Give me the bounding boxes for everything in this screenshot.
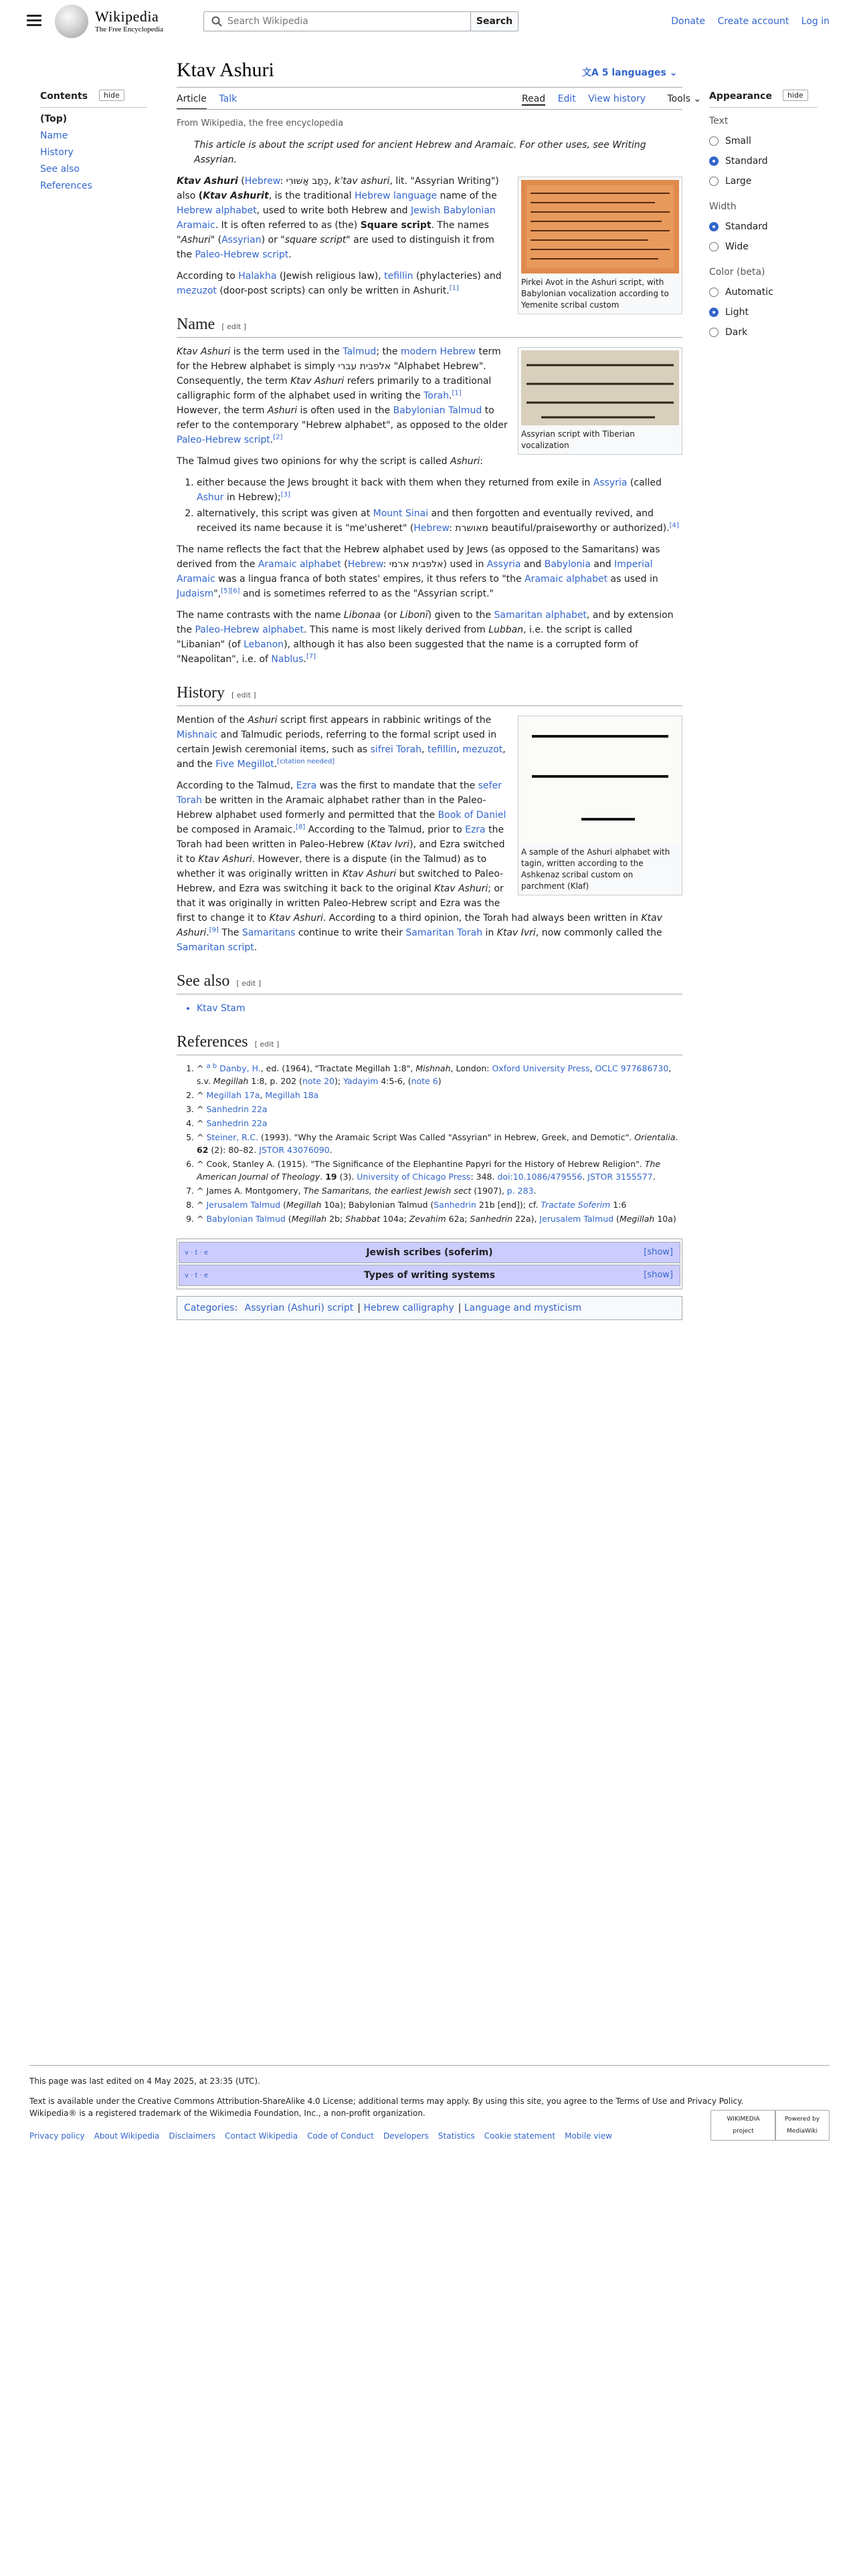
toc-hide-button[interactable]: hide [99, 90, 124, 101]
footer-link[interactable]: Mobile view [565, 2131, 612, 2141]
tagin-alphabet-image[interactable] [521, 719, 679, 843]
language-button[interactable]: 文A 5 languages ⌄ [582, 68, 678, 78]
figure-pirkei-avot [518, 177, 682, 314]
appearance-title: Appearance [709, 91, 772, 102]
section-name-heading: Name [ edit ] [177, 305, 682, 338]
edit-link[interactable]: [ edit ] [254, 1040, 280, 1049]
search-input[interactable] [227, 16, 462, 27]
width-wide-option[interactable]: Wide [709, 241, 818, 252]
navbox-soferim [179, 1242, 680, 1263]
footer-link[interactable]: Code of Conduct [307, 2131, 374, 2141]
user-links [662, 16, 830, 27]
tab-article[interactable]: Article [177, 94, 207, 110]
translate-icon: 文A [582, 68, 602, 78]
footer-link[interactable]: Disclaimers [169, 2131, 216, 2141]
navbox-vte-links[interactable]: v · t · e [185, 1249, 209, 1257]
title-divider [177, 87, 682, 88]
reference-item: 8. ^ Jerusalem Talmud (Megillah 10a); Babylonian Talmud (Sanhedrin 21b [end]); cf. Tractate Soferim 1:6 [197, 1198, 682, 1211]
tab-view-history[interactable]: View history [588, 94, 646, 104]
categories-box: Categories: Assyrian (Ashuri) script | Hebrew calligraphy | Language and mysticism [177, 1296, 682, 1320]
wikimedia-badge[interactable]: WIKIMEDIA project [710, 2110, 776, 2141]
hatnote: This article is about the script used for ancient Hebrew and Aramaic. For other uses, see Writing Assyrian. [194, 140, 646, 165]
width-standard-option[interactable]: Standard [709, 221, 818, 232]
color-label: Color (beta) [709, 267, 765, 278]
view-tabs [512, 94, 701, 104]
navbox-writing-systems [179, 1265, 680, 1286]
reference-item: 4. ^ Sanhedrin 22a [197, 1117, 682, 1130]
create-account-link[interactable]: Create account [717, 16, 789, 27]
text-small-option[interactable]: Small [709, 136, 818, 146]
lead-paragraph-2: According to Halakha (Jewish religious law), tefillin (phylacteries) and mezuzot (door-post scripts) can only be written in Ashurit.[1] [177, 271, 502, 296]
tab-tools[interactable]: Tools ⌄ [667, 94, 702, 104]
reference-item: 9. ^ Babylonian Talmud (Megillah 2b; Shabbat 104a; Zevahim 62a; Sanhedrin 22a), Jerusalem Talmud (Megillah 10a) [197, 1212, 682, 1225]
text-large-option[interactable]: Large [709, 176, 818, 187]
footer-link[interactable]: Privacy policy [29, 2131, 85, 2141]
navbox-container [177, 1239, 682, 1289]
color-light-option[interactable]: Light [709, 307, 818, 318]
section-history-heading: History [ edit ] [177, 673, 682, 706]
donate-link[interactable]: Donate [671, 16, 706, 27]
reference-item: 2. ^ Megillah 17a, Megillah 18a [197, 1089, 682, 1101]
category-link[interactable]: Language and mysticism [464, 1303, 582, 1313]
log-in-link[interactable]: Log in [801, 16, 830, 27]
main-menu-button[interactable] [27, 15, 41, 27]
section-see-also-heading: See also [ edit ] [177, 962, 682, 994]
text-standard-option[interactable]: Standard [709, 156, 818, 167]
edit-link[interactable]: [ edit ] [236, 979, 262, 988]
language-count: 5 languages [601, 68, 666, 78]
reference-item: 6. ^ Cook, Stanley A. (1915). "The Significance of the Elephantine Papyri for the History of Hebrew Religion". The American Journal of Theology. 19 (3). University of Chicago Press: 348. doi:10.1086/479556. JSTOR 3155577. [197, 1158, 682, 1183]
navbox-title[interactable]: Jewish scribes (soferim) [366, 1247, 493, 1258]
footer-link[interactable]: About Wikipedia [94, 2131, 160, 2141]
footer-links [29, 2130, 830, 2142]
mediawiki-badge[interactable]: Powered by MediaWiki [775, 2110, 830, 2141]
section-references-heading: References [ edit ] [177, 1023, 682, 1055]
search-icon [211, 16, 222, 27]
text-size-label: Text [709, 116, 729, 126]
name-paragraph-3: The name reflects the fact that the Hebrew alphabet used by Jews (as opposed to the Samaritans) was derived from the Aramaic alphabet (Hebrew: אלפבית ארמי) used in Assyria and Babylonia and Imperial Aramaic was a lingua franca of both states' empires, it thus refers to "the Aramaic alphabet as used in Judaism",[5][6] and is sometimes referred to as the "Assyrian script." [177, 544, 660, 599]
footer-link[interactable]: Contact Wikipedia [225, 2131, 298, 2141]
page-footer [29, 2065, 830, 2142]
caption-tagin: A sample of the Ashuri alphabet with tagin, written according to the Ashkenaz scribal custom on parchment (Klaf) [521, 847, 670, 891]
footer-link[interactable]: Statistics [438, 2131, 475, 2141]
wikipedia-globe-logo[interactable] [55, 5, 88, 38]
toc-item-see-also[interactable]: See also [40, 164, 80, 175]
toc-title: Contents [40, 91, 88, 102]
name-paragraph-1: Ktav Ashuri is the term used in the Talmud; the modern Hebrew term for the Hebrew alphabet is simply אלפבית עברי "Alphabet Hebrew". Consequently, the term Ktav Ashuri refers primarily to a traditional calligraphic form of the alphabet used in writing the Torah.[1] However, the term Ashuri is often used in the Babylonian Talmud to refer to the contemporary "Hebrew alphabet", as opposed to the older Paleo-Hebrew script.[2] [177, 346, 508, 445]
reference-item: 3. ^ Sanhedrin 22a [197, 1103, 682, 1115]
namespace-tabs [177, 94, 246, 104]
lead-paragraph-1: Ktav Ashuri (Hebrew: כְּתָב אַשּׁוּרִי, kʾtav ashuri, lit. "Assyrian Writing") also (Ktav Ashurit, is the traditional Hebrew language name of the Hebrew alphabet, used to write both Hebrew and Jewish Babylonian Aramaic. It is often referred to as (the) Square script. The names "Ashuri" (Assyrian) or "square script" are used to distinguish it from the Paleo-Hebrew script. [177, 176, 499, 260]
tab-read[interactable]: Read [522, 94, 546, 104]
from-wikipedia: From Wikipedia, the free encyclopedia [177, 118, 344, 128]
wikipedia-tagline: The Free Encyclopedia [95, 25, 164, 33]
name-list [177, 475, 682, 536]
reference-item: 1. ^ $^{a b}$ Danby, H., ed. (1964), "Tractate Megillah 1:8", Mishnah, London: Oxford University Press, OCLC 977686730, s.v. Megillah 1:8, p. 202 (note 20); Yadayim 4:5-6, (note 6) [197, 1062, 682, 1087]
table-of-contents [40, 91, 147, 191]
history-paragraph-2: According to the Talmud, Ezra was the first to mandate that the sefer Torah be written in the Aramaic alphabet rather than in the Paleo-Hebrew alphabet used formerly and permitted that the Book of Daniel be composed in Aramaic.[8] According to the Talmud, prior to Ezra the Torah had been written in Paleo-Hebrew (Ktav Ivri), and Ezra switched it to Ktav Ashuri. However, there is a dispute (in the Talmud) as to whether it was originally written in Ktav Ashuri but switched to Paleo-Hebrew, and Ezra was switching it back to the original Ktav Ashuri; or that it was originally in written Paleo-Hebrew script and Ezra was the first to change it to Ktav Ashuri. According to a third opinion, the Torah had always been written in Ktav Ashuri.[9] The Samaritans continue to write their Samaritan Torah in Ktav Ivri, now commonly called the Samaritan script. [177, 780, 662, 953]
tab-edit[interactable]: Edit [557, 94, 576, 104]
appearance-panel [709, 91, 818, 338]
history-paragraph-1: Mention of the Ashuri script first appears in rabbinic writings of the Mishnaic and Talmudic periods, referring to the formal script used in certain Jewish ceremonial items, such as sifrei Torah, tefillin, mezuzot, and the Five Megillot.[citation needed] [177, 715, 506, 770]
color-automatic-option[interactable]: Automatic [709, 287, 818, 298]
see-also-ktav-stam[interactable]: • Ktav Stam [197, 1001, 682, 1016]
wikipedia-wordmark[interactable]: Wikipedia [95, 8, 159, 25]
page-title: Ktav Ashuri [177, 59, 274, 81]
navbox-title[interactable]: Types of writing systems [363, 1270, 496, 1281]
category-link[interactable]: Hebrew calligraphy [363, 1303, 454, 1313]
figure-tagin [518, 716, 682, 895]
navbox-show-button[interactable]: [show] [644, 1247, 673, 1257]
search-button[interactable]: Search [470, 11, 518, 31]
article-body [177, 116, 682, 1320]
tabs-divider [177, 109, 682, 110]
navbox-show-button[interactable]: [show] [644, 1270, 673, 1280]
tiberian-script-image[interactable] [521, 350, 679, 425]
color-dark-option[interactable]: Dark [709, 327, 818, 338]
toc-item-top[interactable]: (Top) [40, 114, 68, 124]
edit-link[interactable]: [ edit ] [231, 691, 256, 700]
name-paragraph-2: The Talmud gives two opinions for why the script is called Ashuri: [177, 456, 483, 467]
list-item: 2. alternatively, this script was given at Mount Sinai and then forgotten and eventually revived, and received its name because it is "me'usheret" (Hebrew: מאושרת beautiful/praiseworthy or authorized).[4] [197, 506, 682, 536]
references-list [177, 1062, 682, 1225]
toc-item-references[interactable]: References [40, 181, 92, 191]
toc-item-history[interactable]: History [40, 147, 74, 158]
categories-label[interactable]: Categories: [184, 1303, 238, 1313]
width-label: Width [709, 201, 737, 212]
name-paragraph-4: The name contrasts with the name Libonaa (or Libonī) given to the Samaritan alphabet, and by extension the Paleo-Hebrew alphabet. This name is most likely derived from Lubban, i.e. the script is called "Libanian" (of Lebanon), although it has also been suggested that the name is a corrupted form of "Neapolitan", i.e. of Nablus.[7] [177, 610, 674, 665]
footer-link[interactable]: Cookie statement [484, 2131, 556, 2141]
caption-pirkei-avot: Pirkei Avot in the Ashuri script, with Babylonian vocalization according to Yemenite scribal custom [521, 278, 669, 310]
license-text: Text is available under the Creative Commons Attribution-ShareAlike 4.0 License; additional terms may apply. By using this site, you agree to the Terms of Use and Privacy Policy. Wikipedia® is a registered trademark of the Wikimedia Foundation, Inc., a non-profit organization. [29, 2097, 744, 2118]
footer-link[interactable]: Developers [383, 2131, 429, 2141]
last-edited: This page was last edited on 4 May 2025, at 23:35 (UTC). [29, 2076, 260, 2086]
pirkei-avot-image[interactable] [521, 180, 679, 274]
see-also-list [177, 1001, 682, 1016]
caption-tiberian: Assyrian script with Tiberian vocalization [521, 429, 635, 450]
list-item: 1. either because the Jews brought it back with them when they returned from exile in Assyria (called Ashur in Hebrew);[3] [197, 475, 682, 505]
category-link[interactable]: Assyrian (Ashuri) script [244, 1303, 354, 1313]
toc-item-name[interactable]: Name [40, 130, 68, 141]
appearance-hide-button[interactable]: hide [783, 90, 808, 101]
figure-tiberian [518, 347, 682, 455]
edit-link[interactable]: [ edit ] [221, 322, 247, 331]
navbox-vte-links[interactable]: v · t · e [185, 1272, 209, 1279]
tab-talk[interactable]: Talk [219, 94, 237, 104]
reference-item: 5. ^ Steiner, R.C. (1993). "Why the Aramaic Script Was Called "Assyrian" in Hebrew, Greek, and Demotic". Orientalia. 62 (2): 80–82. JSTOR 43076090. [197, 1131, 682, 1156]
reference-item: 7. ^ James A. Montgomery, The Samaritans, the earliest Jewish sect (1907), p. 283. [197, 1184, 682, 1197]
